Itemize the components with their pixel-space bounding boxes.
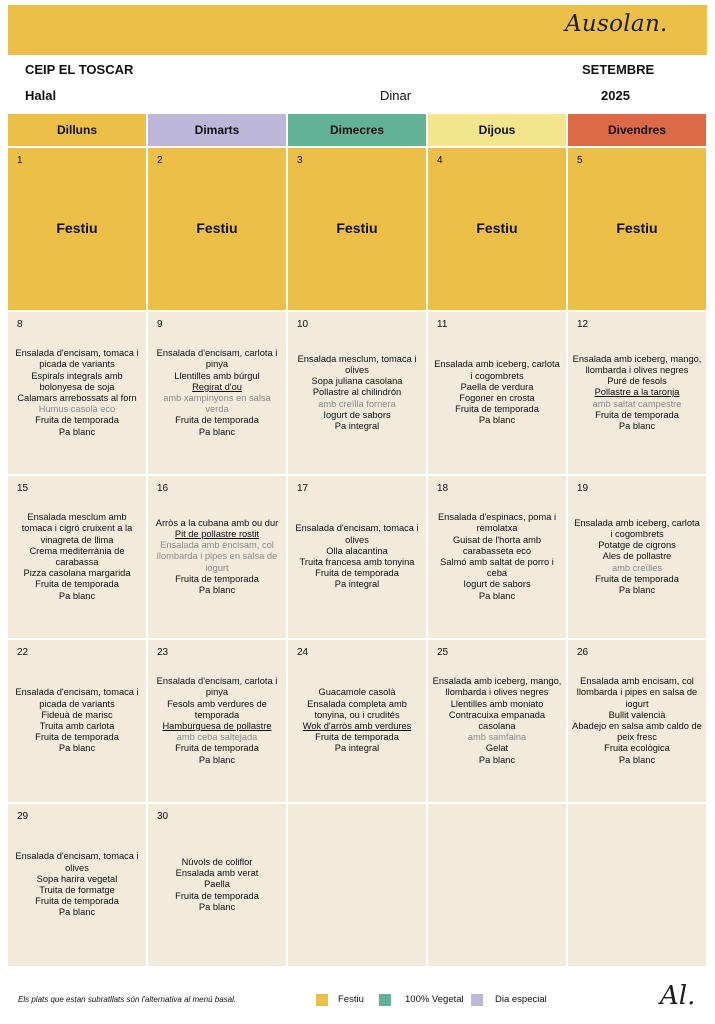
- menu-dish: Crema mediterrània de carabassa: [29, 545, 125, 567]
- day-number: 17: [297, 483, 309, 494]
- day-number: 8: [17, 319, 23, 330]
- menu-dish: Fruita de temporada: [315, 732, 399, 743]
- day-number: 3: [297, 155, 303, 166]
- school-name: CEIP EL TOSCAR: [25, 62, 134, 77]
- menu-dish: Pa blanc: [58, 907, 96, 918]
- menu-dish: Ensalada d'encisam, carlota i pinya: [156, 348, 278, 370]
- menu-dish: Ensalada completa amb tonyina, ou i crudités: [307, 698, 407, 720]
- day-number: 2: [157, 155, 163, 166]
- day-cell-10: [288, 312, 426, 474]
- day-cell-5: [568, 148, 706, 310]
- menu-dish: Iogurt de sabors: [323, 409, 391, 420]
- day-number: 12: [577, 319, 589, 330]
- menu-items: [572, 312, 702, 474]
- menu-dish: Pizza casolana margarida: [23, 568, 131, 579]
- side-dish: amb samfaina: [467, 732, 527, 743]
- empty-day-cell: [428, 804, 566, 966]
- day-cell-26: [568, 640, 706, 802]
- menu-items: [432, 312, 562, 474]
- menu-dish: Fruita de temporada: [455, 404, 539, 415]
- menu-dish: Pa blanc: [58, 743, 96, 754]
- weekday-header-divendres: Divendres: [568, 114, 706, 146]
- menu-dish: Fruita de temporada: [35, 896, 119, 907]
- menu-dish: Pa blanc: [198, 901, 236, 912]
- day-cell-12: [568, 312, 706, 474]
- menu-dish: Fruita de temporada: [595, 409, 679, 420]
- day-cell-16: [148, 476, 286, 638]
- menu-items: [152, 312, 282, 474]
- legend-label: 100% Vegetal: [405, 994, 464, 1005]
- menu-dish: Fruita de temporada: [175, 573, 259, 584]
- day-cell-25: [428, 640, 566, 802]
- day-cell-4: [428, 148, 566, 310]
- holiday-label: Festiu: [616, 220, 658, 237]
- menu-dish: Olla alacantina: [326, 545, 388, 556]
- legend-swatch-festiu: [316, 994, 328, 1006]
- side-dish: Humus casolà eco: [38, 404, 116, 415]
- menu-dish: Fogoner en crosta: [459, 393, 535, 403]
- menu-dish: Ensalada d'encisam, tomaca i olives: [15, 851, 139, 873]
- menu-dish: Bullit valencià: [608, 709, 666, 720]
- menu-dish: Contracuixa empanada casolana: [448, 709, 546, 731]
- day-number: 15: [17, 483, 29, 494]
- month-label: SETEMBRE: [582, 62, 655, 77]
- menu-dish: Llentilles amb búrgul: [174, 370, 260, 381]
- menu-calendar: [8, 114, 708, 966]
- day-cell-15: [8, 476, 146, 638]
- side-dish: amb ceba saltejada: [176, 732, 258, 743]
- menu-dish: Pa blanc: [478, 415, 516, 426]
- day-cell-11: [428, 312, 566, 474]
- menu-dish: Ales de pollastre: [602, 551, 672, 562]
- menu-dish: Iogurt de sabors: [463, 579, 531, 590]
- legend-swatch-vegetal: [379, 994, 391, 1006]
- menu-dish: Pa blanc: [198, 754, 236, 765]
- holiday-label: Festiu: [476, 220, 518, 237]
- legend-swatch-dia-especial: [471, 994, 483, 1006]
- day-cell-8: [8, 312, 146, 474]
- menu-dish: Pa integral: [334, 421, 380, 431]
- menu-dish: Pa integral: [334, 579, 380, 590]
- menu-dish: Truita amb carlota: [39, 721, 115, 731]
- legend-dia-especial: [471, 993, 547, 1006]
- ausolan-monogram: Al.: [660, 981, 696, 1011]
- menu-dish: Fruita de temporada: [175, 743, 259, 754]
- weekday-header-dimecres: Dimecres: [288, 114, 426, 146]
- menu-dish: Espirals integrals amb bolonyesa de soja: [31, 370, 123, 392]
- menu-dish: Sopa juliana casolana: [311, 376, 403, 387]
- menu-dish: Ensalada d'espinacs, poma i remolatxa: [437, 512, 557, 534]
- menu-dish: Ensalada amb iceberg, mango, llombarda i olives negres: [432, 676, 562, 698]
- day-number: 29: [17, 811, 29, 822]
- week-row: [8, 804, 708, 966]
- menu-dish: Ensalada amb iceberg, carlota i cogombrets: [434, 359, 560, 381]
- menu-dish: Ensalada mesclum, tomaca i olives: [297, 353, 417, 375]
- menu-items: [12, 148, 142, 310]
- menu-dish: Guacamole casolà: [318, 687, 396, 698]
- footnote: Els plats que estan subratllats són l'alternativa al menú basal.: [18, 995, 237, 1004]
- side-dish: amb saltat campestre: [592, 398, 682, 409]
- menu-items: [12, 640, 142, 802]
- menu-dish: Ensalada d'encisam, carlota i pinya: [156, 676, 278, 698]
- menu-items: [292, 804, 422, 966]
- day-number: 25: [437, 647, 449, 658]
- meal-label: Dinar: [380, 88, 412, 103]
- weekday-header-row: [8, 114, 708, 146]
- weekday-header-dijous: Dijous: [428, 114, 566, 146]
- menu-dish: Calamars arrebossats al forn: [17, 393, 137, 403]
- menu-items: [152, 804, 282, 966]
- day-number: 24: [297, 647, 309, 658]
- day-cell-22: [8, 640, 146, 802]
- menu-items: [432, 476, 562, 638]
- menu-items: [292, 312, 422, 474]
- menu-items: [152, 476, 282, 638]
- legend-label: Dia especial: [495, 994, 547, 1005]
- menu-dish: Fruita de temporada: [175, 890, 259, 901]
- menu-dish: Pa blanc: [58, 426, 96, 437]
- menu-dish: Guisat de l'horta amb carabasseta eco: [452, 534, 542, 556]
- day-cell-23: [148, 640, 286, 802]
- empty-day-cell: [568, 804, 706, 966]
- menu-dish: Pa blanc: [618, 421, 656, 431]
- menu-items: [152, 640, 282, 802]
- side-dish: amb creïlles: [611, 562, 663, 573]
- menu-dish: Fruita de temporada: [595, 573, 679, 584]
- menu-dish: Abadejo en salsa amb caldo de peix fresc: [572, 721, 702, 743]
- menu-items: [432, 640, 562, 802]
- menu-items: [292, 476, 422, 638]
- menu-dish: Fideuà de marisc: [41, 709, 113, 720]
- day-number: 26: [577, 647, 589, 658]
- day-cell-29: [8, 804, 146, 966]
- weekday-header-dilluns: Dilluns: [8, 114, 146, 146]
- holiday-label: Festiu: [56, 220, 98, 237]
- menu-dish: Fruita de temporada: [315, 568, 399, 579]
- menu-items: [572, 640, 702, 802]
- menu-dish: Ensalada d'encisam, tomaca i picada de variants: [15, 687, 139, 709]
- menu-items: [292, 148, 422, 310]
- day-cell-17: [288, 476, 426, 638]
- menu-dish: Potatge de cigrons: [598, 540, 676, 551]
- menu-dish: Ensalada d'encisam, tomaca i olives: [295, 523, 419, 545]
- menu-dish: Pa blanc: [198, 585, 236, 595]
- menu-dish: Puré de fesols: [607, 376, 667, 387]
- day-number: 18: [437, 483, 449, 494]
- menu-dish: Arròs a la cubana amb ou dur: [155, 517, 279, 528]
- menu-dish: Pa blanc: [618, 754, 656, 765]
- menu-dish: Pit de pollastre rostit: [174, 528, 260, 539]
- day-number: 9: [157, 319, 163, 330]
- day-cell-30: [148, 804, 286, 966]
- holiday-label: Festiu: [336, 220, 378, 237]
- year-label: 2025: [601, 88, 630, 103]
- menu-dish: Pa blanc: [198, 426, 236, 437]
- legend-label: Festiu: [338, 994, 364, 1005]
- menu-dish: Núvols de coliflor: [181, 856, 253, 867]
- menu-dish: Paella de verdura: [460, 381, 534, 392]
- menu-dish: Pa blanc: [478, 754, 516, 765]
- day-cell-2: [148, 148, 286, 310]
- menu-dish: Pollastre al chilindrón: [312, 387, 402, 398]
- menu-items: [572, 148, 702, 310]
- menu-dish: Regirat d'ou: [192, 381, 242, 392]
- week-row: [8, 148, 708, 310]
- weekday-header-dimarts: Dimarts: [148, 114, 286, 146]
- day-number: 16: [157, 483, 169, 494]
- menu-items: [292, 640, 422, 802]
- menu-dish: Fruita de temporada: [35, 732, 119, 743]
- menu-dish: Pa blanc: [618, 585, 656, 595]
- side-dish: Ensalada amb encisam, col llombarda i pipes en salsa de iogurt: [156, 540, 278, 573]
- menu-items: [572, 804, 702, 966]
- menu-dish: Fruita de temporada: [35, 579, 119, 590]
- menu-dish: Ensalada amb iceberg, mango, llombarda i olives negres: [572, 353, 702, 375]
- day-number: 19: [577, 483, 589, 494]
- day-number: 10: [297, 319, 309, 330]
- menu-items: [432, 148, 562, 310]
- menu-items: [152, 148, 282, 310]
- menu-dish: Pollastre a la taronja: [594, 387, 680, 398]
- menu-dish: Fesols amb verdures de temporada: [167, 698, 267, 720]
- day-number: 22: [17, 647, 29, 658]
- menu-dish: Sopa harira vegetal: [36, 873, 118, 884]
- menu-dish: Truita de formatge: [39, 885, 115, 895]
- menu-items: [432, 804, 562, 966]
- menu-dish: Paella: [204, 879, 230, 890]
- holiday-label: Festiu: [196, 220, 238, 237]
- menu-dish: Ensalada amb encisam, col llombarda i pipes en salsa de iogurt: [576, 676, 698, 709]
- week-row: [8, 476, 708, 638]
- legend-festiu: [316, 993, 364, 1006]
- day-cell-9: [148, 312, 286, 474]
- menu-items: [12, 476, 142, 638]
- menu-dish: Ensalada mesclum amb tomaca i cigró cruixent a la vinagreta de llima: [21, 512, 133, 545]
- day-cell-19: [568, 476, 706, 638]
- day-number: 23: [157, 647, 169, 658]
- menu-items: [572, 476, 702, 638]
- week-row: [8, 640, 708, 802]
- menu-dish: Fruita ecològica: [604, 743, 670, 754]
- menu-dish: Wok d'arròs amb verdures: [302, 721, 412, 731]
- diet-label: Halal: [25, 88, 57, 103]
- day-cell-24: [288, 640, 426, 802]
- menu-dish: Ensalada amb iceberg, carlota i cogombrets: [574, 517, 700, 539]
- legend-vegetal: [379, 993, 464, 1006]
- menu-dish: Fruita de temporada: [35, 415, 119, 426]
- day-cell-1: [8, 148, 146, 310]
- day-number: 11: [437, 319, 448, 330]
- day-cell-3: [288, 148, 426, 310]
- menu-dish: Pa blanc: [478, 590, 516, 601]
- day-cell-18: [428, 476, 566, 638]
- day-number: 1: [17, 155, 23, 166]
- side-dish: amb xampinyons en salsa verda: [163, 393, 271, 415]
- week-row: [8, 312, 708, 474]
- menu-dish: Hamburguesa de pollastre: [162, 721, 272, 731]
- menu-items: [12, 312, 142, 474]
- menu-dish: Ensalada amb verat: [175, 868, 259, 879]
- menu-dish: Pa blanc: [58, 590, 96, 601]
- menu-dish: Llentilles amb moniato: [450, 698, 544, 709]
- empty-day-cell: [288, 804, 426, 966]
- menu-items: [12, 804, 142, 966]
- day-number: 30: [157, 811, 169, 822]
- day-number: 4: [437, 155, 443, 166]
- menu-dish: Ensalada d'encisam, tomaca i picada de variants: [15, 348, 139, 370]
- menu-dish: Fruita de temporada: [175, 415, 259, 426]
- menu-dish: Salmó amb saltat de porro i ceba: [440, 557, 554, 579]
- ausolan-logo: Ausolan.: [565, 11, 668, 37]
- menu-dish: Pa integral: [334, 743, 380, 754]
- day-number: 5: [577, 155, 583, 166]
- side-dish: amb creïlla fornera: [318, 398, 396, 409]
- menu-dish: Gelat: [485, 743, 509, 754]
- menu-dish: Truita francesa amb tonyina: [299, 557, 415, 567]
